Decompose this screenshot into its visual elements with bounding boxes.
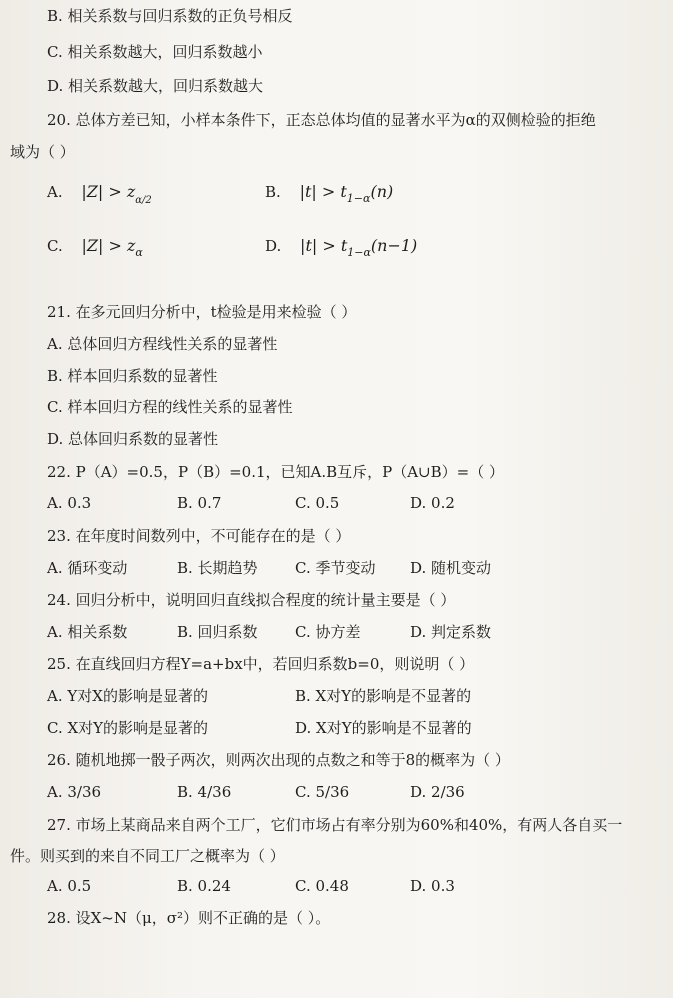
q22-stem: 22. P（A）=0.5，P（B）=0.1，已知A.B互斥，P（A∪B）=（ ） — [47, 463, 504, 481]
q27-stem-line1: 27. 市场上某商品来自两个工厂，它们市场占有率分别为60%和40%，有两人各自买一 — [47, 816, 623, 834]
q27-option-b: B. 0.24 — [177, 877, 231, 895]
q24-option-a: A. 相关系数 — [47, 623, 128, 641]
q20-option-c-sub: α — [135, 246, 143, 259]
q20-option-a-label: A. — [47, 183, 63, 201]
q20-option-b-tail: (n) — [370, 182, 394, 201]
q22-option-b: B. 0.7 — [177, 494, 222, 512]
q20-option-a-sub: α/2 — [135, 195, 152, 206]
q19-option-c: C. 相关系数越大，回归系数越小 — [47, 43, 263, 61]
q25-stem: 25. 在直线回归方程Y=a+bx中，若回归系数b=0，则说明（ ） — [47, 655, 475, 673]
q26-option-c: C. 5/36 — [295, 783, 350, 801]
q24-option-b: B. 回归系数 — [177, 623, 258, 641]
q22-option-d: D. 0.2 — [410, 494, 455, 512]
q20-option-c-label: C. — [47, 237, 63, 255]
q28-stem: 28. 设X~N（μ，σ²）则不正确的是（ ）。 — [47, 909, 331, 927]
q20-option-d-sub: 1−α — [347, 246, 371, 259]
q26-option-b: B. 4/36 — [177, 783, 232, 801]
q20-option-b-expr: |t| > t — [299, 182, 347, 201]
q27-option-d: D. 0.3 — [410, 877, 455, 895]
q21-option-a: A. 总体回归方程线性关系的显著性 — [47, 335, 278, 353]
q22-option-a: A. 0.3 — [47, 494, 92, 512]
q20-option-b-label: B. — [265, 183, 281, 201]
q20-option-b-sub: 1−α — [346, 192, 371, 205]
q21-option-d: D. 总体回归系数的显著性 — [47, 430, 219, 448]
q20-option-d-label: D. — [265, 237, 282, 255]
q20-option-a — [47, 182, 152, 211]
q27-option-a: A. 0.5 — [47, 877, 92, 895]
q20-option-d-tail: (n−1) — [370, 236, 418, 255]
q26-option-d: D. 2/36 — [410, 783, 465, 801]
q25-option-c: C. X对Y的影响是显著的 — [47, 719, 209, 737]
q23-option-c: C. 季节变动 — [295, 559, 376, 577]
q20-option-c — [47, 236, 143, 263]
q19-option-d: D. 相关系数越大，回归系数越大 — [47, 77, 264, 95]
q20-option-d — [265, 236, 417, 263]
q26-option-a: A. 3/36 — [47, 783, 102, 801]
q20-option-b — [265, 182, 393, 209]
q23-stem: 23. 在年度时间数列中，不可能存在的是（ ） — [47, 527, 351, 545]
q24-stem: 24. 回归分析中，说明回归直线拟合程度的统计量主要是（ ） — [47, 591, 456, 609]
q20-stem-line1: 20. 总体方差已知，小样本条件下，正态总体均值的显著水平为α的双侧检验的拒绝 — [47, 111, 596, 129]
q21-option-c: C. 样本回归方程的线性关系的显著性 — [47, 398, 293, 416]
q27-stem-line2: 件。则买到的来自不同工厂之概率为（ ） — [10, 847, 285, 865]
q20-option-c-expr: |Z| > z — [81, 236, 136, 255]
q25-option-a: A. Y对X的影响是显著的 — [47, 687, 208, 705]
q25-option-b: B. X对Y的影响是不显著的 — [295, 687, 472, 705]
q20-option-d-expr: |t| > t — [300, 236, 348, 255]
q25-option-d: D. X对Y的影响是不显著的 — [295, 719, 472, 737]
q19-option-b: B. 相关系数与回归系数的正负号相反 — [47, 7, 293, 25]
q23-option-b: B. 长期趋势 — [177, 559, 258, 577]
q23-option-a: A. 循环变动 — [47, 559, 128, 577]
q21-option-b: B. 样本回归系数的显著性 — [47, 367, 218, 385]
q20-stem-line2: 域为（ ） — [10, 143, 75, 161]
q23-option-d: D. 随机变动 — [410, 559, 492, 577]
q24-option-c: C. 协方差 — [295, 623, 361, 641]
q22-option-c: C. 0.5 — [295, 494, 340, 512]
q26-stem: 26. 随机地掷一骰子两次，则两次出现的点数之和等于8的概率为（ ） — [47, 751, 510, 769]
q21-stem: 21. 在多元回归分析中，t检验是用来检验（ ） — [47, 303, 357, 321]
q24-option-d: D. 判定系数 — [410, 623, 492, 641]
q20-option-a-expr: |Z| > z — [81, 182, 136, 201]
q27-option-c: C. 0.48 — [295, 877, 349, 895]
